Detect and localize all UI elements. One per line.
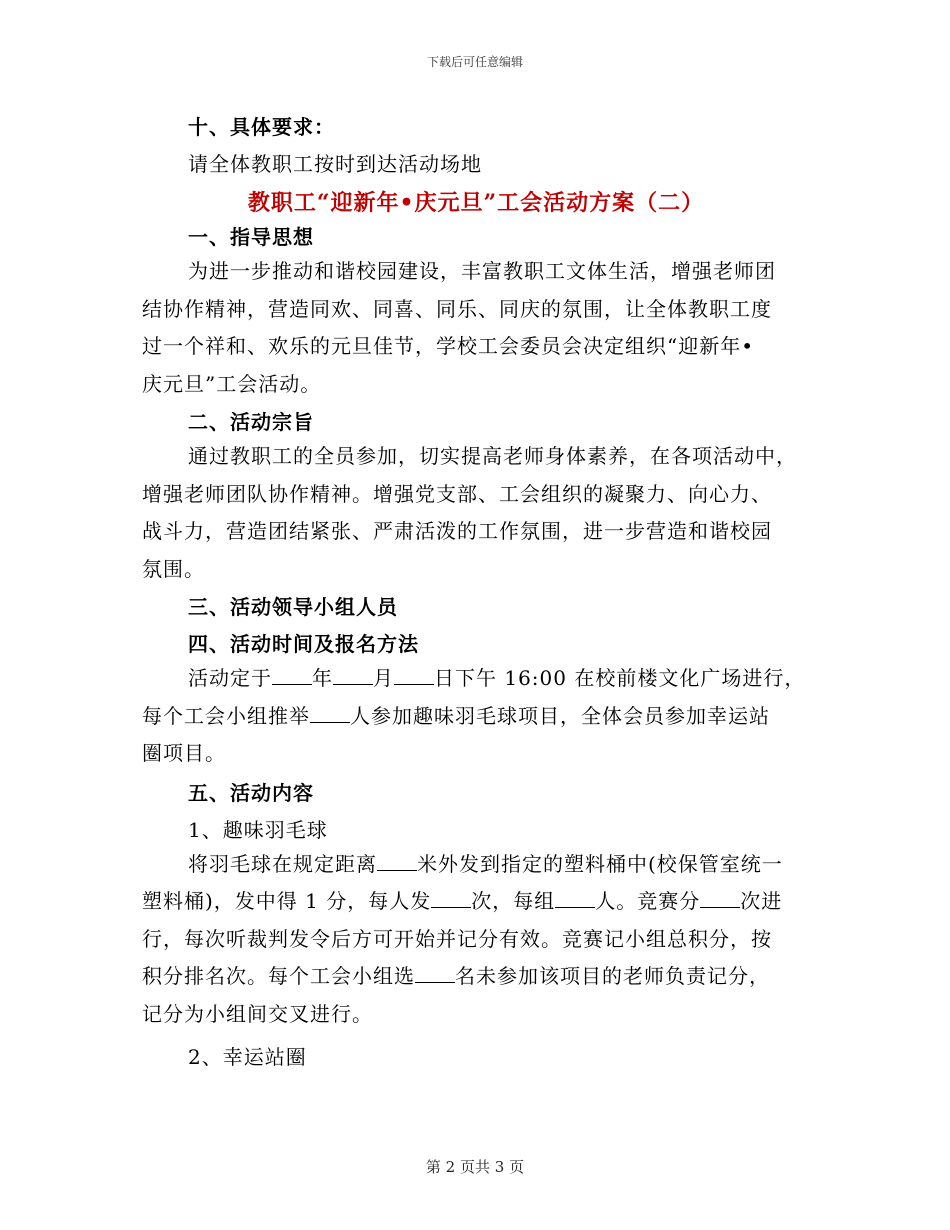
paragraph-line xyxy=(142,660,810,698)
section-3-heading: 三、活动领导小组人员 xyxy=(188,595,398,619)
page-header: 下载后可任意编辑 xyxy=(426,55,523,69)
section-1-paragraph xyxy=(142,253,810,403)
paragraph-line: 结协作精神，营造同欢、同喜、同乐、同庆的氛围，让全体教职工度 xyxy=(142,296,772,321)
paragraph-line: 氛围。 xyxy=(142,556,205,581)
fill-blank xyxy=(555,889,595,908)
document-title: 教职工“迎新年•庆元旦”工会活动方案（二） xyxy=(247,190,705,216)
section-4-paragraph xyxy=(142,660,810,773)
text-run: 积分排名次。每个工会小组选 xyxy=(142,964,415,988)
text-run: 活动定于 xyxy=(188,666,272,690)
fill-blank xyxy=(333,666,373,685)
document-body xyxy=(142,110,810,1069)
section-5-heading: 五、活动内容 xyxy=(188,780,314,805)
paragraph-line: 行，每次听裁判发令后方可开始并记分有效。竞赛记小组总积分，按 xyxy=(142,926,772,951)
text-run: 人。竞赛分 xyxy=(595,889,701,913)
fill-blank xyxy=(272,666,312,685)
text-run: 次进 xyxy=(740,889,783,913)
text-run: 名未参加该项目的老师负责记分， xyxy=(455,964,770,988)
paragraph-line: 庆元旦”工会活动。 xyxy=(142,371,322,396)
text-run: 每个工会小组推举 xyxy=(142,703,310,728)
text-run: 塑料桶)，发中得 1 分，每人发 xyxy=(142,889,432,913)
text-run: 米外发到指定的塑料桶中(校保管室统一 xyxy=(417,851,783,876)
section-5-item-2: 2、幸运站圈 xyxy=(188,1045,307,1069)
section-2-heading: 二、活动宗旨 xyxy=(188,410,314,434)
paragraph-line: 战斗力，营造团结紧张、严肃活泼的工作氛围，进一步营造和谐校园 xyxy=(142,519,772,543)
fill-blank xyxy=(415,964,455,983)
text-run: 将羽毛球在规定距离 xyxy=(188,851,377,876)
page-footer: 第 2 页共 3 页 xyxy=(425,1158,525,1176)
paragraph-line xyxy=(142,958,810,996)
fill-blank xyxy=(431,889,471,908)
fill-blank xyxy=(310,704,350,723)
paragraph-line xyxy=(142,846,810,884)
section-1-heading: 一、指导思想 xyxy=(188,225,314,249)
paragraph-line xyxy=(142,883,810,921)
text-run: 月 xyxy=(373,666,394,690)
paragraph-line: 增强老师团队协作精神。增强党支部、工会组织的凝聚力、向心力、 xyxy=(142,481,772,506)
section-10-heading: 十、具体要求： xyxy=(188,115,335,139)
paragraph-line xyxy=(142,698,810,736)
paragraph-line: 圈项目。 xyxy=(142,741,226,765)
paragraph-line: 过一个祥和、欢乐的元旦佳节，学校工会委员会决定组织“迎新年• xyxy=(142,334,755,358)
section-10-text: 请全体教职工按时到达活动场地 xyxy=(188,152,482,176)
text-run: 次，每组 xyxy=(471,889,556,913)
section-2-paragraph xyxy=(142,438,810,588)
paragraph-line: 通过教职工的全员参加，切实提高老师身体素养，在各项活动中， xyxy=(188,444,797,468)
section-4-heading: 四、活动时间及报名方法 xyxy=(188,632,419,656)
fill-blank xyxy=(377,852,417,871)
text-run: 年 xyxy=(312,666,333,690)
section-5-item-1: 1、趣味羽毛球 xyxy=(188,817,328,842)
section-5-item-1-paragraph xyxy=(142,846,810,1034)
text-run: 人参加趣味羽毛球项目，全体会员参加幸运站 xyxy=(350,703,770,728)
paragraph-line: 为进一步推动和谐校园建设，丰富教职工文体生活，增强老师团 xyxy=(188,259,776,283)
paragraph-line: 记分为小组间交叉进行。 xyxy=(142,1001,373,1026)
fill-blank xyxy=(394,666,434,685)
fill-blank xyxy=(700,889,740,908)
text-run: 日下午 16:00 在校前楼文化广场进行， xyxy=(434,666,806,690)
